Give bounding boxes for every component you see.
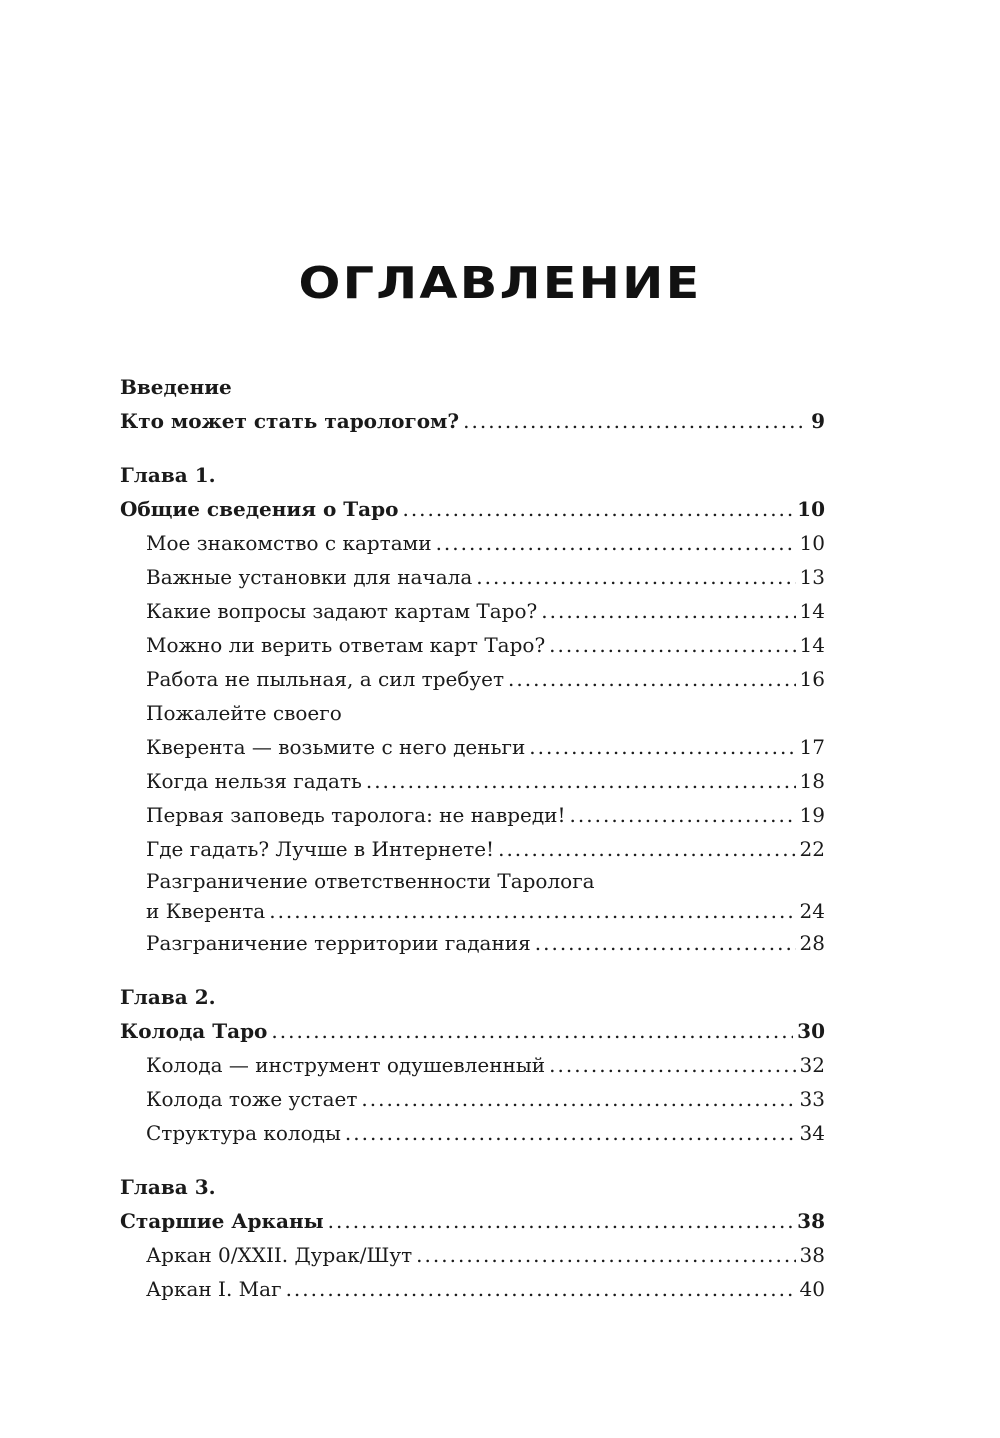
toc-entry — [120, 1082, 825, 1116]
leader-dots — [269, 896, 795, 926]
toc-entry-title: Работа не пыльная, а сил требует — [146, 667, 505, 691]
leader-dots — [570, 798, 796, 832]
toc-entry-title: Кто может стать тарологом? — [120, 409, 460, 433]
toc-entry-title: Аркан 0/XXII. Дурак/Шут — [146, 1243, 413, 1267]
toc-entry-page: 16 — [799, 667, 825, 691]
toc-entry-page: 19 — [799, 803, 825, 827]
toc-entry-multiline — [120, 866, 825, 926]
toc-entry-page: 40 — [799, 1277, 825, 1301]
toc-entry-title-line2: и Кверента — [146, 899, 266, 923]
toc-section-chapter-1 — [120, 458, 825, 960]
toc-entry — [120, 1048, 825, 1082]
chapter-heading — [120, 492, 825, 526]
toc-entry — [120, 764, 825, 798]
toc-entry-title: Разграничение территории гадания — [146, 931, 531, 955]
toc-entry-title: Первая заповедь таролога: не навреди! — [146, 803, 566, 827]
toc-entry-page: 10 — [797, 497, 825, 521]
toc-entry-page: 14 — [799, 599, 825, 623]
toc-entry — [120, 1238, 825, 1272]
toc-entry — [120, 526, 825, 560]
toc-entry — [120, 628, 825, 662]
toc-entry-title: Мое знакомство с картами — [146, 531, 432, 555]
toc-entry-page: 32 — [799, 1053, 825, 1077]
toc-entry-title: Колода Таро — [120, 1019, 268, 1043]
leader-dots — [541, 594, 795, 628]
toc-entry-title: Колода — инструмент одушевленный — [146, 1053, 546, 1077]
page-title: ОГЛАВЛЕНИЕ — [298, 258, 702, 309]
toc-entry-page: 17 — [799, 735, 825, 759]
toc-entry — [120, 594, 825, 628]
toc-entry — [120, 832, 825, 866]
toc-entry-page: 13 — [799, 565, 825, 589]
toc-entry-page: 34 — [799, 1121, 825, 1145]
toc-section-intro — [120, 370, 825, 438]
toc-entry — [120, 662, 825, 696]
toc-entry — [120, 404, 825, 438]
toc-section-chapter-3 — [120, 1170, 825, 1306]
toc-entry — [146, 896, 825, 926]
toc-section-chapter-2 — [120, 980, 825, 1150]
toc-entry-page: 38 — [799, 1243, 825, 1267]
toc-entry-page: 38 — [797, 1209, 825, 1233]
toc-entry-page: 10 — [799, 531, 825, 555]
leader-dots — [549, 1048, 795, 1082]
table-of-contents — [120, 370, 825, 1326]
leader-dots — [529, 730, 795, 764]
toc-entry — [120, 926, 825, 960]
toc-entry-title: Какие вопросы задают картам Таро? — [146, 599, 538, 623]
chapter-label: Глава 1. — [120, 463, 216, 487]
toc-entry-page: 18 — [799, 769, 825, 793]
toc-entry-title: Колода тоже устает — [146, 1087, 358, 1111]
toc-entry-page: 14 — [799, 633, 825, 657]
leader-dots — [416, 1238, 795, 1272]
chapter-label: Глава 3. — [120, 1175, 216, 1199]
toc-entry-title: Можно ли верить ответам карт Таро? — [146, 633, 546, 657]
toc-entry-title: Важные установки для начала — [146, 565, 473, 589]
toc-entry-page: 22 — [799, 837, 825, 861]
toc-entry — [120, 730, 825, 764]
toc-entry-title: Пожалейте своего — [146, 701, 342, 725]
leader-dots — [366, 764, 796, 798]
leader-dots — [361, 1082, 795, 1116]
toc-entry-page: 9 — [811, 409, 825, 433]
toc-entry-title: Где гадать? Лучше в Интернете! — [146, 837, 495, 861]
toc-entry — [120, 560, 825, 594]
toc-entry-title-line1: Разграничение ответственности Таролога — [146, 869, 595, 893]
toc-entry-page: 30 — [797, 1019, 825, 1043]
toc-entry-page: 24 — [799, 899, 825, 923]
toc-entry-page: 28 — [799, 931, 825, 955]
toc-entry-title: Кверента — возьмите с него деньги — [146, 735, 526, 759]
leader-dots — [463, 404, 807, 438]
leader-dots — [271, 1014, 793, 1048]
leader-dots — [286, 1272, 796, 1306]
toc-entry-title: Структура колоды — [146, 1121, 341, 1145]
chapter-label: Введение — [120, 375, 232, 399]
leader-dots — [345, 1116, 796, 1150]
toc-entry-page: 33 — [799, 1087, 825, 1111]
leader-dots — [476, 560, 795, 594]
toc-entry — [120, 1272, 825, 1306]
leader-dots — [549, 628, 795, 662]
toc-entry-title: Аркан I. Маг — [146, 1277, 282, 1301]
leader-dots — [508, 662, 796, 696]
toc-entry — [120, 1116, 825, 1150]
leader-dots — [328, 1204, 794, 1238]
chapter-heading — [120, 1204, 825, 1238]
leader-dots — [498, 832, 795, 866]
toc-entry — [120, 696, 825, 730]
chapter-label: Глава 2. — [120, 985, 216, 1009]
leader-dots — [402, 492, 793, 526]
leader-dots — [535, 926, 796, 960]
toc-entry — [120, 798, 825, 832]
toc-entry-title: Когда нельзя гадать — [146, 769, 362, 793]
chapter-heading — [120, 1014, 825, 1048]
toc-entry-title: Старшие Арканы — [120, 1209, 324, 1233]
leader-dots — [436, 526, 796, 560]
toc-entry-title: Общие сведения о Таро — [120, 497, 399, 521]
